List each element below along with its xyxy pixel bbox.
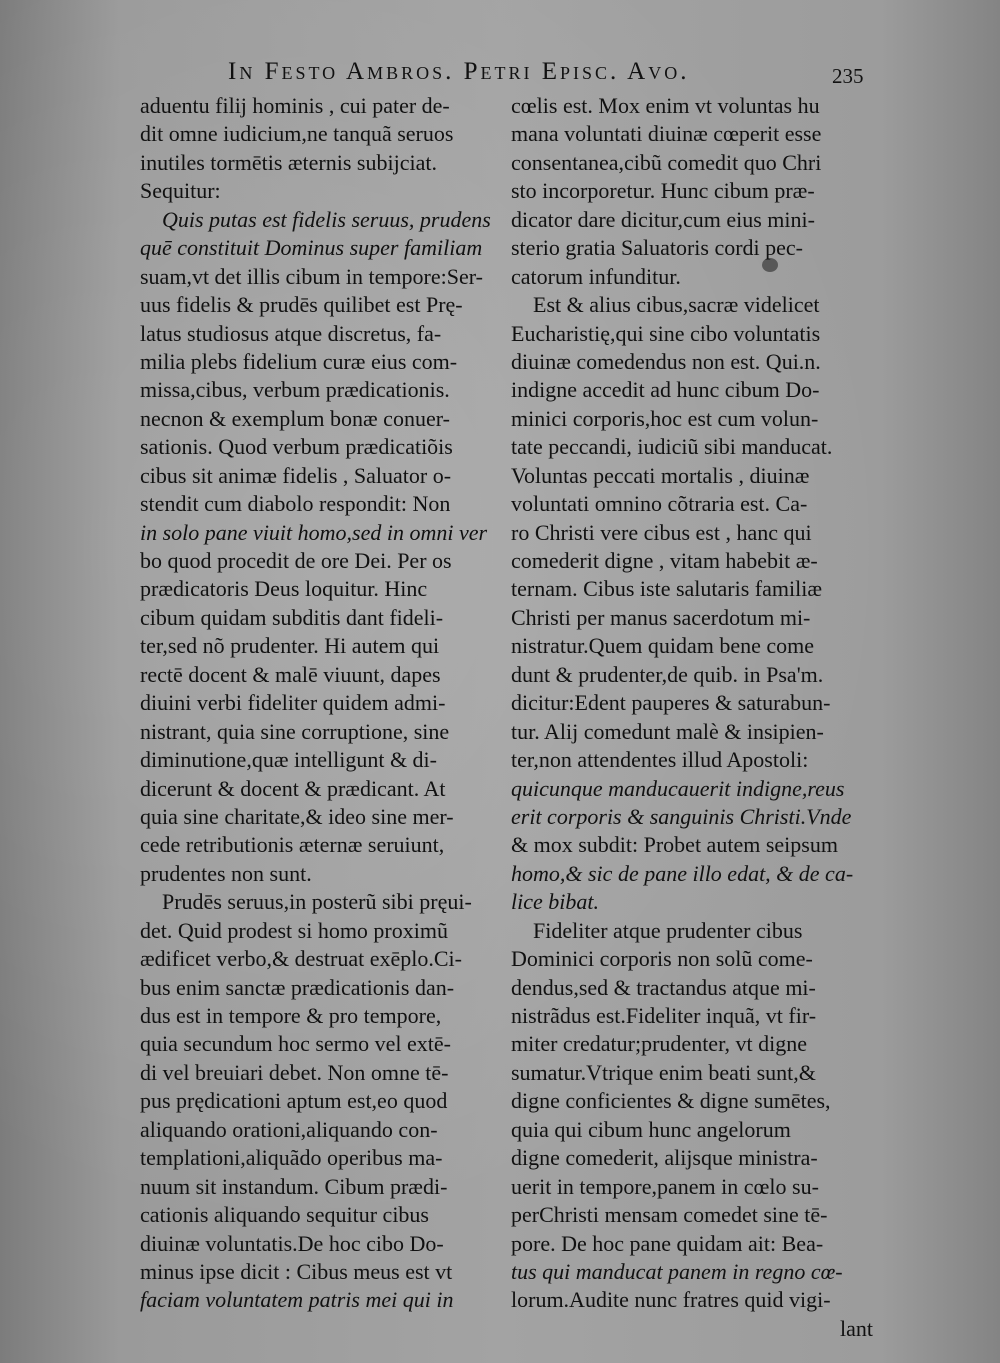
text-line: perChristi mensam comedet sine tē- — [511, 1202, 828, 1228]
text-line: lice bibat. — [511, 889, 599, 915]
text-line: uerit in tempore,panem in cœlo su- — [511, 1173, 819, 1199]
text-line: digne comederit, alijsque ministra- — [511, 1145, 818, 1171]
text-line: cibum quidam subditis dant fideli- — [140, 604, 444, 630]
text-line: prudentes non sunt. — [140, 860, 312, 886]
text-line: nistrãdus est.Fideliter inquã, vt fir- — [511, 1003, 817, 1028]
text-line: cœlis est. Mox enim vt voluntas hu — [511, 93, 820, 118]
page-number: 235 — [832, 64, 864, 88]
text-line: tur. Alij comedunt malè & insipien- — [511, 718, 824, 744]
text-line: Christi per manus sacerdotum mi- — [511, 604, 811, 630]
text-line: latus studiosus atque discretus, fa- — [140, 320, 442, 346]
text-line: voluntati omnino cõtraria est. Ca- — [511, 491, 808, 517]
text-line: nistratur.Quem quidam bene come — [511, 633, 815, 659]
text-line: minici corporis,hoc est cum volun- — [511, 405, 819, 431]
text-line: cibus sit animæ fidelis , Saluator o- — [140, 462, 452, 488]
text-line: suam,vt det illis cibum in tempore:Ser- — [140, 263, 483, 289]
text-line: ro Christi vere cibus est , hanc qui — [511, 519, 812, 545]
text-line: dicitur:Edent pauperes & saturabun- — [511, 690, 831, 716]
text-line: inutiles tormētis æternis subijciat. — [140, 149, 437, 175]
text-line: tate peccandi, iudiciũ sibi manducat. — [511, 434, 833, 460]
text-line: erit corporis & sanguinis Christi.Vnde — [511, 803, 852, 829]
text-line: rectē docent & malē viuunt, dapes — [140, 661, 441, 687]
text-line: uus fidelis & prudēs quilibet est Prę- — [140, 292, 463, 318]
text-line: quia secundum hoc sermo vel extē- — [140, 1031, 451, 1057]
text-line: dendus,sed & tractandus atque mi- — [511, 974, 816, 1000]
text-line: pore. De hoc pane quidam ait: Bea- — [511, 1230, 824, 1256]
text-line: in solo pane viuit homo,sed in omni ver — [140, 519, 488, 545]
text-line: sterio gratia Saluatoris cordi pec- — [511, 235, 804, 261]
text-line: templationi,aliquãdo operibus ma- — [140, 1145, 443, 1171]
text-line: digne conficientes & digne sumētes, — [511, 1088, 831, 1114]
left-column — [140, 92, 495, 1315]
text-line: diminutione,quæ intelligunt & di- — [140, 747, 437, 773]
text-line: quia sine charitate,& ideo sine mer- — [140, 803, 454, 829]
text-line: homo,& sic de pane illo edat, & de ca- — [511, 860, 854, 886]
text-line: sationis. Quod verbum prædicatiõis — [140, 434, 453, 460]
text-line: faciam voluntatem patris mei qui in — [140, 1287, 454, 1313]
text-line: Quis putas est fidelis seruus, prudens — [162, 206, 491, 232]
text-line: aduentu filij hominis , cui pater de- — [140, 93, 450, 118]
text-line: dicerunt & docent & prædicant. At — [140, 775, 446, 801]
text-line: quē constituit Dominus super familiam — [140, 235, 483, 261]
text-line: indigne accedit ad hunc cibum Do- — [511, 377, 820, 403]
text-line: ternam. Cibus iste salutaris familiæ — [511, 576, 823, 602]
text-line: Est & alius cibus,sacræ videlicet — [533, 292, 820, 318]
text-line: quicunque manducauerit indigne,reus — [511, 775, 845, 801]
text-line: sto incorporetur. Hunc cibum præ- — [511, 178, 815, 204]
text-line: bus enim sanctæ prædicationis dan- — [140, 974, 455, 1000]
text-line: minus ipse dicit : Cibus meus est vt — [140, 1258, 453, 1284]
text-line: Prudēs seruus,in posterũ sibi pręui- — [162, 889, 472, 915]
text-line: sumatur.Vtrique enim beati sunt,& — [511, 1059, 816, 1085]
text-line: bo quod procedit de ore Dei. Per os — [140, 548, 452, 573]
catchword: lant — [840, 1315, 873, 1341]
text-line: diuinæ voluntatis.De hoc cibo Do- — [140, 1230, 444, 1256]
text-line: stendit cum diabolo respondit: Non — [140, 491, 451, 517]
text-line: di vel breuiari debet. Non omne tē- — [140, 1059, 449, 1085]
text-line: Dominici corporis non solũ come- — [511, 946, 813, 972]
text-line: milia plebs fidelium curæ eius com- — [140, 348, 458, 374]
text-line: lorum.Audite nunc fratres quid vigi- — [511, 1287, 831, 1313]
text-line: & mox subdit: Probet autem seipsum — [511, 832, 838, 858]
text-line: miter credatur;prudenter, vt digne — [511, 1031, 808, 1057]
right-column — [511, 92, 873, 1343]
running-title: In Festo Ambros. Petri Episc. Avo. — [228, 58, 690, 85]
text-line: quia qui cibum hunc angelorum — [511, 1116, 791, 1142]
text-line: comederit digne , vitam habebit æ- — [511, 548, 818, 573]
text-line: mana voluntati diuinæ cœperit esse — [511, 121, 822, 147]
text-line: nistrant, quia sine corruptione, sine — [140, 718, 450, 744]
text-line: catorum infunditur. — [511, 263, 681, 289]
text-line: Sequitur: — [140, 178, 221, 204]
text-line: diuini verbi fideliter quidem admi- — [140, 690, 446, 716]
text-line: tus qui manducat panem in regno cœ- — [511, 1258, 843, 1284]
text-line: pus prędicationi aptum est,eo quod — [140, 1088, 448, 1114]
text-line: dus est in tempore & pro tempore, — [140, 1003, 442, 1028]
text-line: Eucharistię,qui sine cibo voluntatis — [511, 320, 821, 346]
text-line: diuinæ comedendus non est. Qui.n. — [511, 348, 821, 374]
text-line: missa,cibus, verbum prædicationis. — [140, 377, 450, 403]
text-line: aliquando orationi,aliquando con- — [140, 1116, 438, 1142]
text-line: det. Quid prodest si homo proximũ — [140, 917, 448, 943]
text-line: dunt & prudenter,de quib. in Psa'm. — [511, 661, 824, 687]
text-line: consentanea,cibũ comedit quo Chri — [511, 149, 822, 175]
text-line: prædicatoris Deus loquitur. Hinc — [140, 576, 428, 602]
text-line: dit omne iudicium,ne tanquã seruos — [140, 121, 454, 147]
text-line: ter,sed nõ prudenter. Hi autem qui — [140, 633, 440, 659]
text-line: ter,non attendentes illud Apostoli: — [511, 747, 809, 773]
text-line: necnon & exemplum bonæ conuer- — [140, 405, 450, 431]
text-line: cede retributionis æternæ seruiunt, — [140, 832, 445, 858]
text-line: Fideliter atque prudenter cibus — [533, 917, 803, 943]
text-line: cationis aliquando sequitur cibus — [140, 1202, 429, 1228]
text-line: ædificet verbo,& destruat exēplo.Ci- — [140, 946, 462, 972]
text-line: Voluntas peccati mortalis , diuinæ — [511, 462, 810, 488]
text-line: nuum sit instandum. Cibum prædi- — [140, 1173, 448, 1199]
text-line: dicator dare dicitur,cum eius mini- — [511, 206, 815, 232]
